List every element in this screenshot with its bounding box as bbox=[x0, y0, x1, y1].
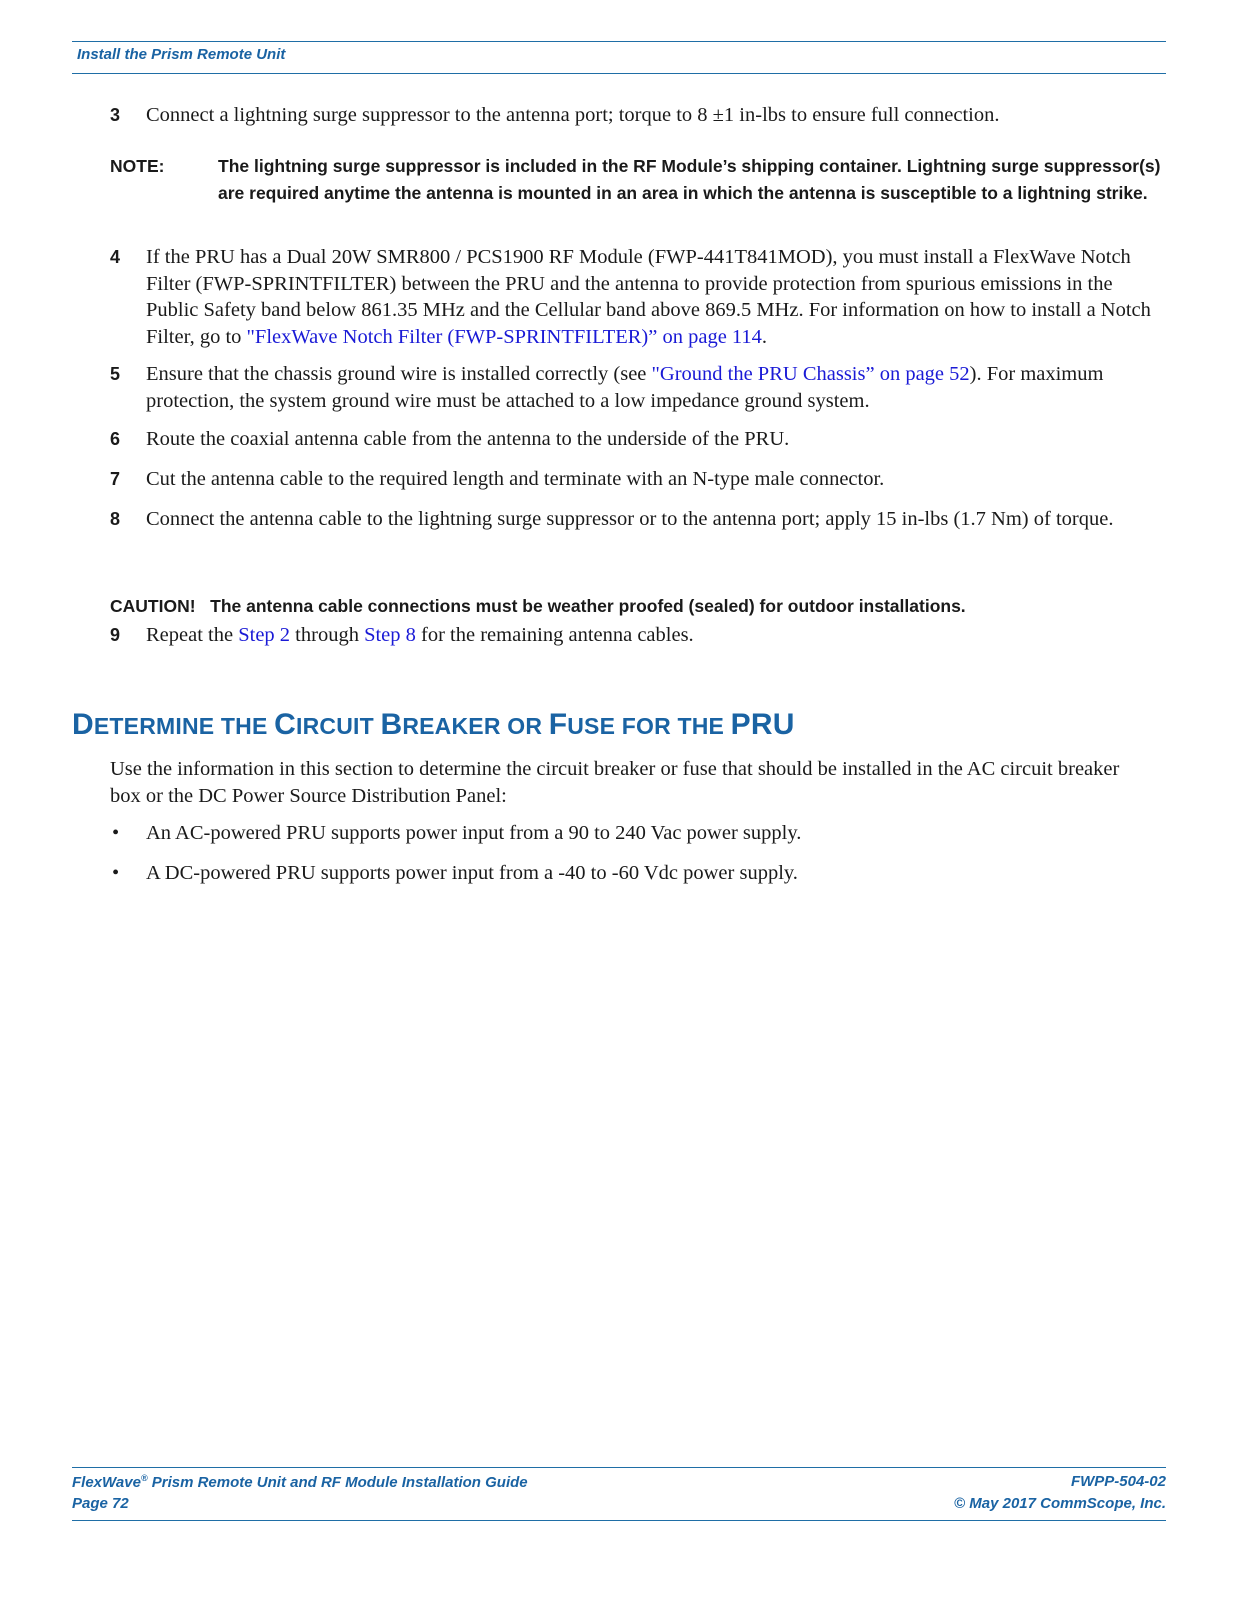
caution-label: CAUTION! bbox=[110, 596, 196, 616]
footer-copyright: © May 2017 CommScope, Inc. bbox=[954, 1495, 1166, 1512]
heading-part: F bbox=[548, 708, 568, 741]
step-text-part: ). For maximum protection, the system ground wire must be attached to a low impedance ground system. bbox=[146, 363, 1104, 412]
step-text-part: Repeat the bbox=[146, 624, 239, 646]
list-item bbox=[110, 820, 1150, 847]
step-8 bbox=[110, 506, 1170, 533]
caution-text: The antenna cable connections must be weather proofed (sealed) for outdoor installations. bbox=[210, 596, 966, 616]
step-text-part: through bbox=[290, 624, 365, 646]
footer-guide-title bbox=[72, 1474, 528, 1491]
bullet-glyph: • bbox=[112, 862, 120, 884]
list-item bbox=[110, 860, 1150, 887]
footer-page-number: Page 72 bbox=[72, 1495, 129, 1512]
step-text bbox=[146, 244, 1170, 350]
caution-block bbox=[110, 596, 1170, 617]
footer-bottom-rule bbox=[72, 1520, 1166, 1521]
step-text-part: If the PRU has a Dual 20W SMR800 / PCS1900 RF Module (FWP-441T841MOD), you must install a FlexWave Notch Filter (FWP-SPRINTFILTER) between the PRU and the antenna to provide protection from spurious emissions in the Public Safety band below 861.35 MHz and the Cellular band above 869.5 MHz. For information on how to install a Notch Filter, go to bbox=[146, 246, 1151, 348]
step-4 bbox=[110, 244, 1170, 350]
guide-title: Prism Remote Unit and RF Module Installation Guide bbox=[147, 1474, 528, 1491]
step-number: 8 bbox=[110, 509, 121, 529]
footer-doc-number: FWPP-504-02 bbox=[1070, 1473, 1166, 1490]
step-6 bbox=[110, 426, 1170, 453]
footer-top-rule bbox=[72, 1467, 1166, 1468]
bullet-glyph: • bbox=[112, 822, 120, 844]
brand-name: FlexWave bbox=[72, 1474, 141, 1491]
step-text: Cut the antenna cable to the required length and terminate with an N-type male connector. bbox=[146, 468, 885, 490]
note-block bbox=[110, 153, 1170, 206]
heading-part: C bbox=[274, 708, 296, 741]
heading-part: D bbox=[72, 708, 94, 741]
ground-chassis-link[interactable]: "Ground the PRU Chassis” on page 52 bbox=[651, 363, 970, 385]
running-header-title: Install the Prism Remote Unit bbox=[77, 46, 286, 63]
notch-filter-link[interactable]: "FlexWave Notch Filter (FWP-SPRINTFILTER)” on page 114 bbox=[246, 325, 762, 348]
step-2-link[interactable]: Step 2 bbox=[238, 624, 291, 646]
list-item-text: An AC-powered PRU supports power input from a 90 to 240 Vac power supply. bbox=[146, 822, 802, 844]
step-text bbox=[146, 622, 1170, 649]
step-text: Route the coaxial antenna cable from the antenna to the underside of the PRU. bbox=[146, 428, 790, 450]
note-text: The lightning surge suppressor is included in the RF Module’s shipping container. Lightning surge suppressor(s) are required anytime the antenna is mounted in an area in which the antenna is susceptible to a lightning strike. bbox=[218, 156, 1161, 203]
step-text bbox=[146, 361, 1170, 414]
step-5 bbox=[110, 361, 1170, 414]
heading-part: PRU bbox=[730, 708, 795, 741]
step-number: 6 bbox=[110, 429, 121, 449]
step-7 bbox=[110, 466, 1170, 493]
registered-mark: ® bbox=[140, 1473, 148, 1483]
step-text: Connect the antenna cable to the lightning surge suppressor or to the antenna port; apply 15 in-lbs (1.7 Nm) of torque. bbox=[146, 508, 1114, 530]
heading-part: REAKER OR bbox=[402, 713, 549, 739]
heading-part: B bbox=[380, 708, 403, 741]
header-top-rule bbox=[72, 41, 1166, 42]
list-item-text: A DC-powered PRU supports power input from a -40 to -60 Vdc power supply. bbox=[146, 862, 798, 884]
step-text-part: for the remaining antenna cables. bbox=[415, 624, 694, 646]
step-number: 4 bbox=[110, 247, 121, 267]
step-text-part: . bbox=[761, 325, 768, 348]
step-9 bbox=[110, 622, 1170, 649]
step-text: Connect a lightning surge suppressor to the antenna port; torque to 8 ±1 in-lbs to ensure full connection. bbox=[146, 104, 1000, 126]
step-number: 5 bbox=[110, 364, 121, 384]
note-label: NOTE: bbox=[110, 156, 165, 176]
step-text-part: Ensure that the chassis ground wire is installed correctly (see bbox=[146, 363, 652, 385]
footer-line-1 bbox=[72, 1473, 1166, 1491]
section-heading bbox=[72, 708, 795, 742]
heading-part: IRCUIT bbox=[295, 713, 381, 739]
footer-line-2 bbox=[72, 1495, 1166, 1512]
heading-part: USE FOR THE bbox=[567, 713, 731, 739]
header-bottom-rule bbox=[72, 73, 1166, 74]
step-3 bbox=[110, 102, 1170, 129]
step-number: 7 bbox=[110, 469, 121, 489]
step-number: 3 bbox=[110, 105, 121, 125]
step-8-link[interactable]: Step 8 bbox=[364, 624, 416, 646]
step-number: 9 bbox=[110, 625, 121, 645]
heading-part: ETERMINE THE bbox=[93, 713, 275, 739]
section-intro: Use the information in this section to determine the circuit breaker or fuse that should be installed in the AC circuit breaker box or the DC Power Source Distribution Panel: bbox=[110, 758, 1120, 807]
